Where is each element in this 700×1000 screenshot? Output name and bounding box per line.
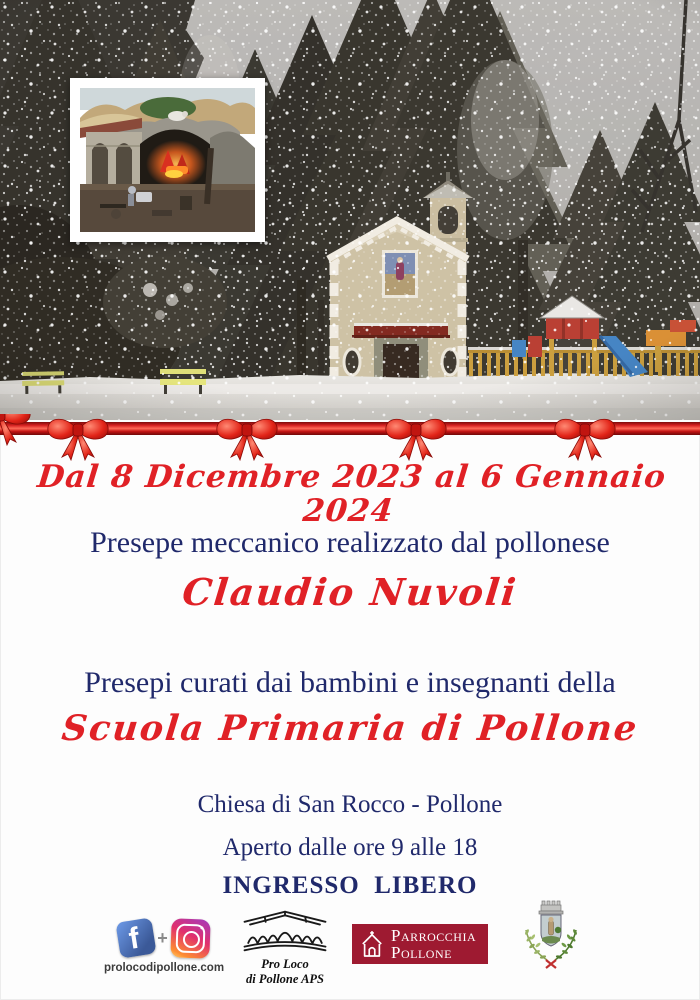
school-line: Presepi curati dai bambini e insegnanti della	[84, 666, 616, 699]
shield	[541, 915, 561, 946]
proloco-name: Pro Loco	[261, 957, 309, 971]
website-url[interactable]: prolocodipollone.com	[103, 962, 225, 974]
opening-hours: Aperto dalle ore 9 alle 18	[222, 834, 478, 861]
presepe-line: Presepe meccanico realizzato dal pollonese	[90, 526, 610, 559]
nativity-scene	[80, 88, 255, 232]
mural-crown	[539, 901, 563, 914]
instagram-dot	[200, 926, 203, 929]
church-icon	[360, 930, 384, 958]
facebook-icon[interactable]	[116, 917, 157, 958]
cave-grotto	[140, 129, 212, 188]
parrocchia-town: Pollone	[391, 943, 452, 962]
social-block	[94, 916, 234, 974]
admission: INGRESSO LIBERO	[222, 872, 478, 899]
instagram-lens	[182, 930, 200, 948]
bridge-icon	[237, 908, 333, 954]
facebook-letter: f	[126, 921, 142, 956]
instagram-icon[interactable]	[170, 918, 210, 958]
artist-name: Claudio Nuvoli	[180, 570, 520, 614]
school-name: Scuola Primaria di Pollone	[59, 708, 641, 749]
nativity-inset-photo	[70, 78, 265, 242]
proloco-subname: di Pollone APS	[245, 972, 324, 986]
pollone-coat-of-arms	[517, 896, 585, 980]
parrocchia-label: Parrocchia	[391, 926, 477, 945]
proloco-logo	[233, 908, 337, 987]
ribbon-divider	[0, 414, 700, 464]
venue: Chiesa di San Rocco - Pollone	[197, 791, 503, 818]
church-photo	[0, 0, 700, 420]
date-range: Dal 8 Dicembre 2023 al 6 Gennaio 2024	[35, 459, 668, 530]
plus-sign: +	[157, 927, 168, 948]
stone-arches	[80, 118, 142, 194]
parrocchia-logo	[352, 924, 488, 964]
